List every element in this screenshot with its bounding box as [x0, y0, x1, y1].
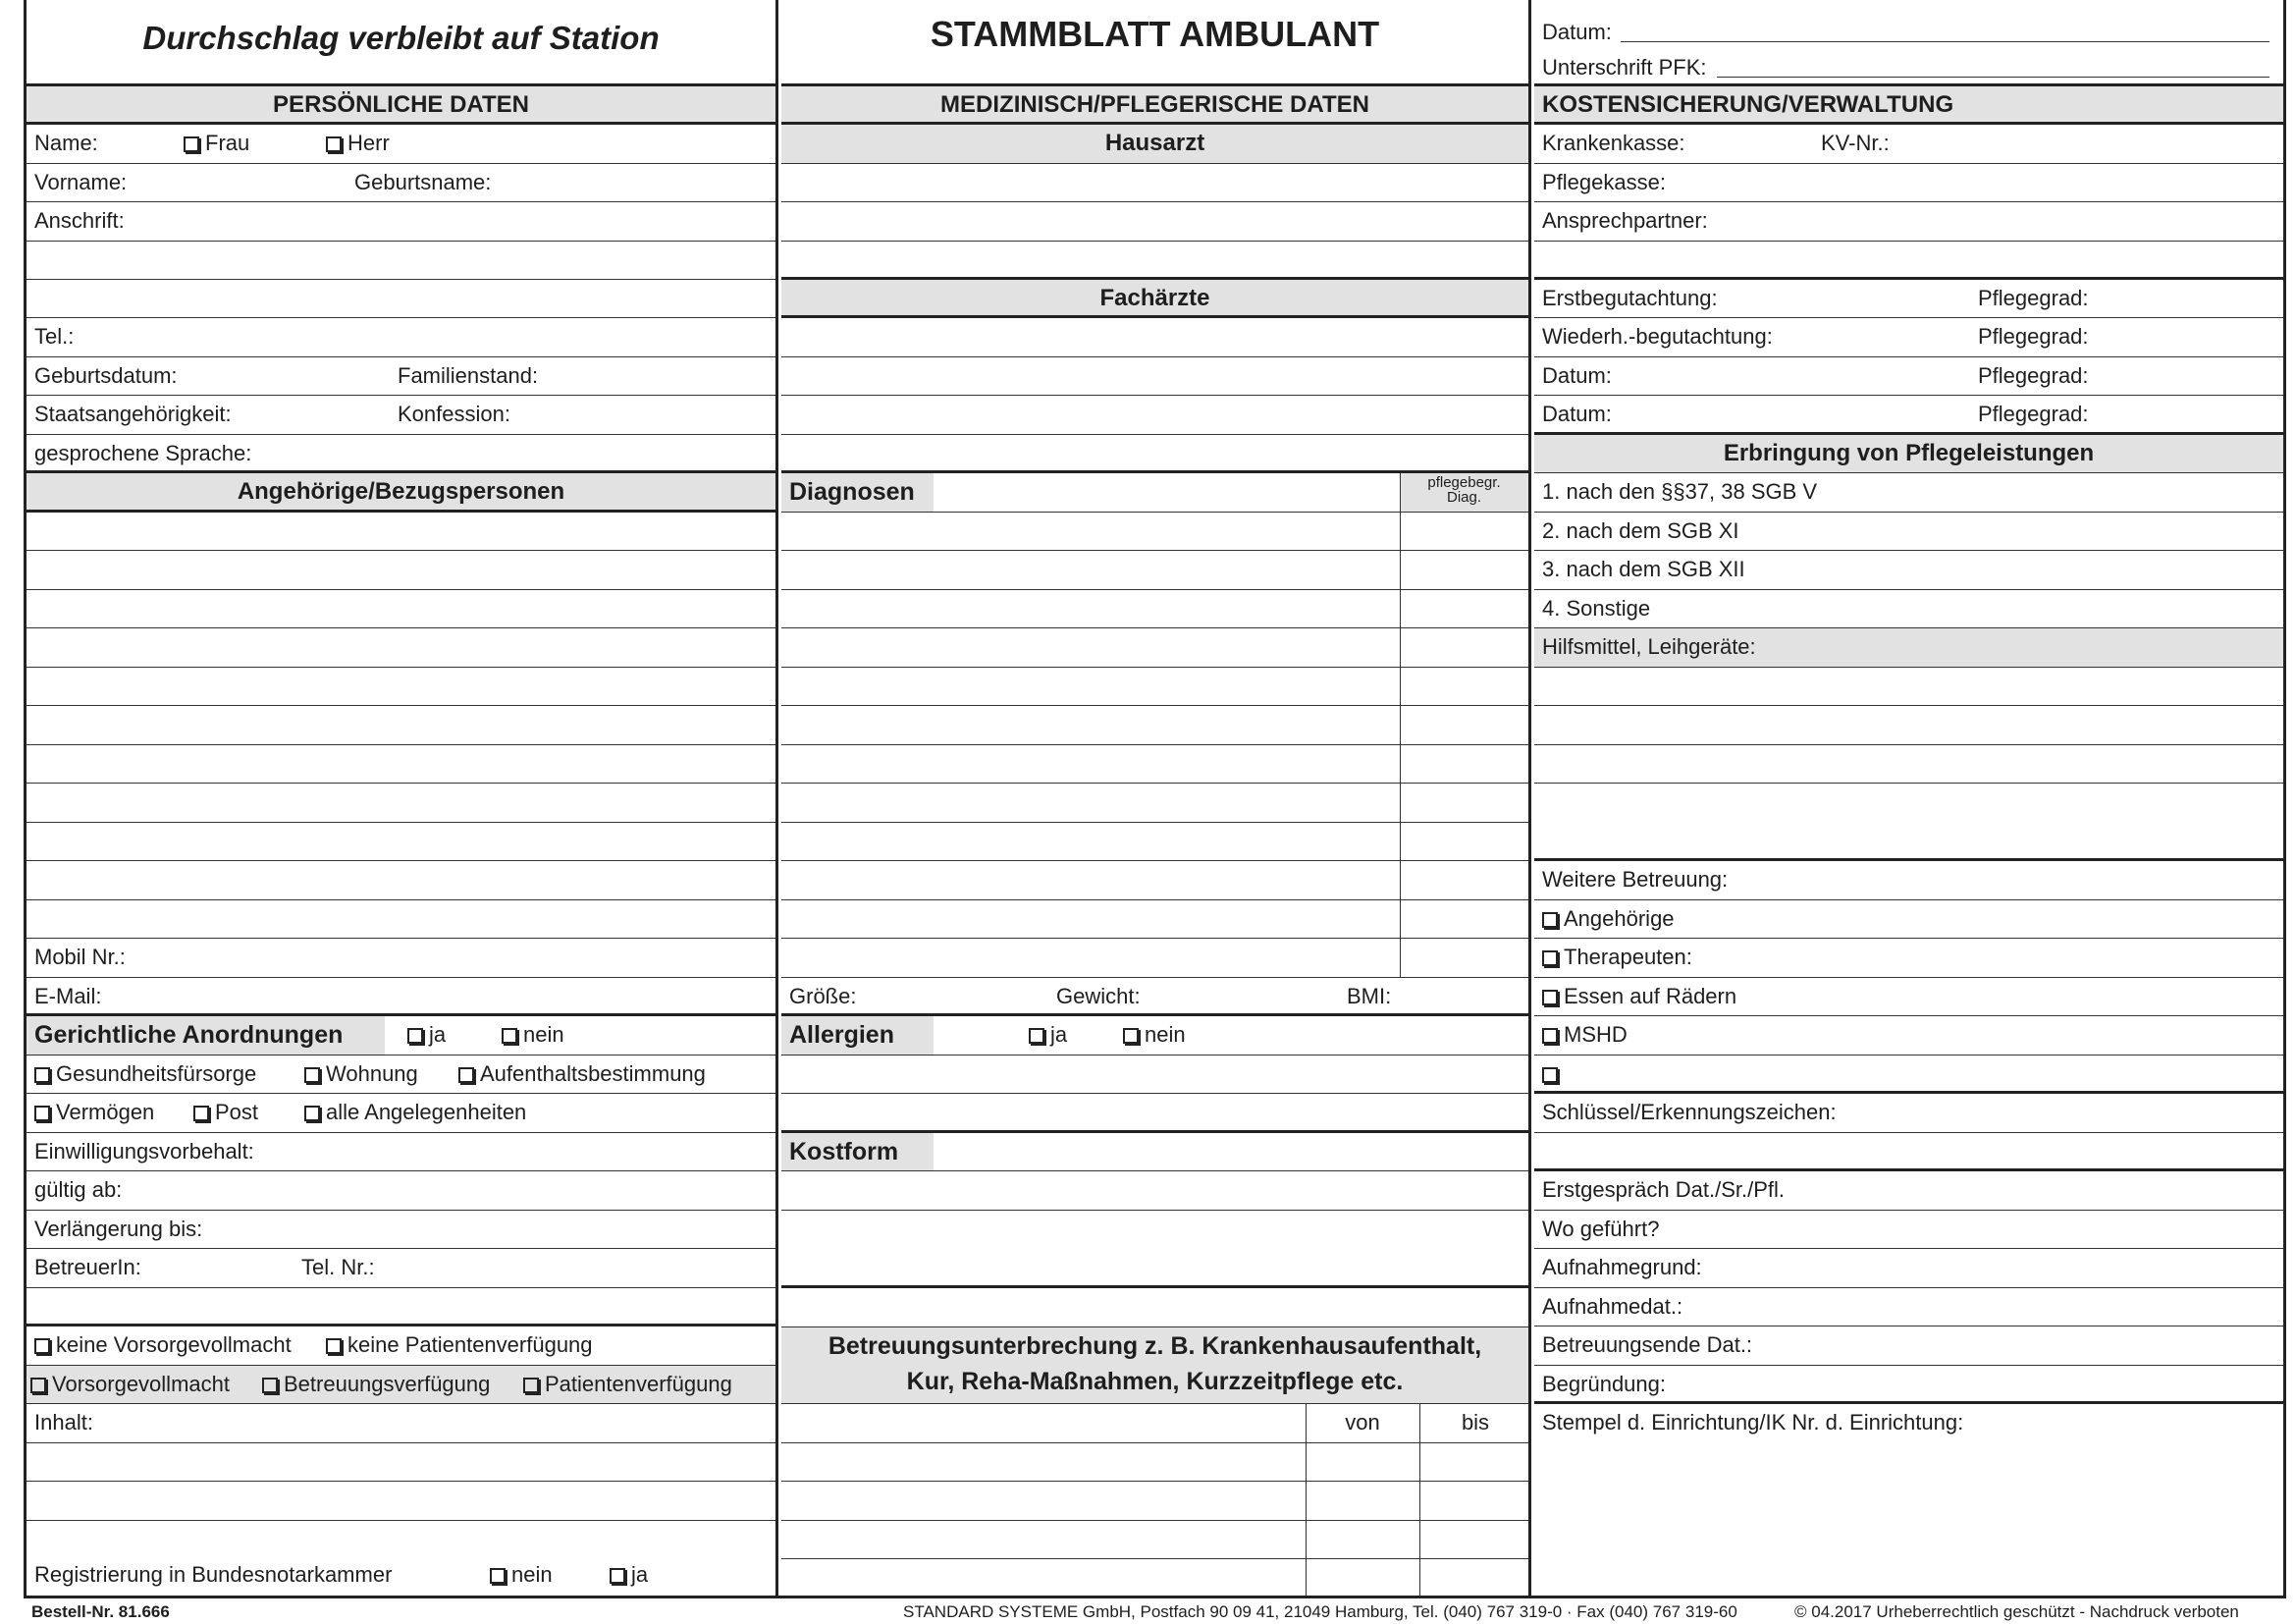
checkbox-wohnung[interactable]: Wohnung: [304, 1056, 418, 1093]
checkbox-allergien-ja[interactable]: ja: [1029, 1016, 1067, 1054]
unterbrechung-table: [781, 1404, 1528, 1596]
row-begruendung[interactable]: Begründung:: [1534, 1366, 2283, 1404]
kostform-title: Kostform: [789, 1138, 899, 1165]
row-angehoerige-10[interactable]: [27, 861, 775, 900]
diagnosen-table: [781, 513, 1528, 978]
row-tel[interactable]: Tel.:: [27, 318, 775, 357]
center-title-cell: [781, 0, 1528, 86]
checkbox-therapeuten[interactable]: Therapeuten:: [1534, 939, 2283, 978]
left-title: Durchschlag verbleibt auf Station: [142, 20, 660, 56]
row-anschrift[interactable]: Anschrift:: [27, 202, 775, 242]
bestell-nr: Bestell-Nr. 81.666: [31, 1602, 170, 1621]
checkbox-herr[interactable]: Herr: [326, 125, 390, 162]
row-hilfsmittel-3[interactable]: [1534, 745, 2283, 784]
row-diagnose[interactable]: [781, 668, 1528, 706]
section-personal-header: PERSÖNLICHE DATEN: [27, 86, 775, 125]
row-hilfsmittel-4[interactable]: [1534, 784, 2283, 861]
row-vorname[interactable]: Vorname: Geburtsname:: [27, 164, 775, 202]
diagnosen-title: Diagnosen: [789, 478, 915, 506]
checkbox-keine-patient[interactable]: keine Patientenverfügung: [326, 1326, 593, 1364]
row-fachaerzte-4[interactable]: [781, 435, 1528, 473]
fachaerzte-header: Fachärzte: [781, 280, 1528, 318]
row-kostform-1[interactable]: [781, 1171, 1528, 1211]
diagnosen-header: [781, 473, 1528, 513]
column-admin: [1534, 0, 2283, 1596]
unterbrechung-header: Betreuungsunterbrechung z. B. Krankenhausaufenthalt, Kur, Reha-Maßnahmen, Kurzzeitpflege etc.: [781, 1326, 1528, 1404]
row-inhalt[interactable]: Inhalt:: [27, 1404, 775, 1443]
erbringung-header: Erbringung von Pflegeleistungen: [1534, 435, 2283, 473]
row-email[interactable]: E-Mail:: [27, 978, 775, 1016]
row-pflegekasse[interactable]: Pflegekasse:: [1534, 164, 2283, 202]
row-vorsorge: [27, 1366, 775, 1404]
row-fachaerzte-1[interactable]: [781, 318, 1528, 357]
row-angehoerige-9[interactable]: [27, 823, 775, 861]
row-angehoerige-3[interactable]: [27, 590, 775, 628]
checkbox-alle[interactable]: alle Angelegenheiten: [304, 1094, 526, 1131]
stempel-area[interactable]: Stempel d. Einrichtung/IK Nr. d. Einrichtung:: [1542, 1410, 1964, 1435]
row-diagnose[interactable]: [781, 900, 1528, 939]
checkbox-frau[interactable]: Frau: [184, 125, 249, 162]
row-betreuer-2[interactable]: [27, 1288, 775, 1326]
row-angehoerige-5[interactable]: [27, 668, 775, 706]
checkbox-mshd[interactable]: MSHD: [1534, 1016, 2283, 1056]
row-weitere: Weitere Betreuung:: [1534, 861, 2283, 900]
firma-info: STANDARD SYSTEME GmbH, Postfach 90 09 41, 21049 Hamburg, Tel. (040) 767 319-0 · Fax (040) 767 319-60: [903, 1602, 1737, 1621]
form-frame: [24, 0, 2286, 1598]
row-diagnose[interactable]: [781, 745, 1528, 784]
row-unterbrechung[interactable]: [781, 1521, 1528, 1559]
row-angehoerige-7[interactable]: [27, 745, 775, 784]
row-diagnose[interactable]: [781, 861, 1528, 900]
row-allergien-1[interactable]: [781, 1056, 1528, 1094]
row-erbringung-2[interactable]: 2. nach dem SGB XI: [1534, 513, 2283, 551]
checkbox-aufenthalt[interactable]: Aufenthaltsbestimmung: [458, 1056, 706, 1093]
row-kostform-2[interactable]: [781, 1211, 1528, 1288]
row-gueltig[interactable]: gültig ab:: [27, 1171, 775, 1211]
pflegebegr-label: pflegebegr. Diag.: [1427, 474, 1501, 506]
row-inhalt-2[interactable]: [27, 1443, 775, 1482]
row-erbringung-4[interactable]: 4. Sonstige: [1534, 590, 2283, 628]
row-unterbrechung[interactable]: [781, 1443, 1528, 1482]
row-hilfsmittel-1[interactable]: [1534, 668, 2283, 706]
row-erstbegutachtung[interactable]: Erstbegutachtung: Pflegegrad:: [1534, 280, 2283, 318]
kostform-header: [781, 1133, 1528, 1171]
row-wo[interactable]: Wo geführt?: [1534, 1211, 2283, 1249]
row-staatsangehoerigkeit[interactable]: Staatsangehörigkeit: Konfession:: [27, 396, 775, 435]
row-erbringung-1[interactable]: 1. nach den §§37, 38 SGB V: [1534, 473, 2283, 513]
checkbox-betreuungsverf[interactable]: Betreuungsverfügung: [262, 1366, 490, 1403]
center-title: STAMMBLATT AMBULANT: [930, 14, 1380, 54]
checkbox-keine-vorsorge[interactable]: keine Vorsorgevollmacht: [34, 1326, 292, 1364]
row-datum-2[interactable]: Datum: Pflegegrad:: [1534, 396, 2283, 435]
row-aufnahmedat[interactable]: Aufnahmedat.:: [1534, 1288, 2283, 1326]
signature-cell: [1534, 0, 2283, 86]
row-angehoerige-11[interactable]: [27, 900, 775, 939]
row-anschrift-3[interactable]: [27, 280, 775, 318]
allergien-title: Allergien: [789, 1021, 894, 1049]
row-krankenkasse[interactable]: Krankenkasse: KV-Nr.:: [1534, 125, 2283, 164]
row-inhalt-3[interactable]: [27, 1482, 775, 1521]
checkbox-gericht-ja[interactable]: ja: [407, 1016, 446, 1054]
copyright: © 04.2017 Urheberrechtlich geschützt - Nachdruck verboten: [1794, 1602, 2239, 1621]
datum-line[interactable]: [1621, 41, 2269, 42]
section-angehoerige-header: Angehörige/Bezugspersonen: [27, 473, 775, 513]
row-unterbrechung[interactable]: [781, 1482, 1528, 1521]
row-hilfsmittel-2[interactable]: [1534, 706, 2283, 745]
row-diagnose[interactable]: [781, 706, 1528, 745]
left-title-cell: [27, 0, 775, 86]
row-fachaerzte-3[interactable]: [781, 396, 1528, 435]
unterschrift-label: Unterschrift PFK:: [1542, 55, 1707, 80]
row-fachaerzte-2[interactable]: [781, 357, 1528, 396]
row-keine-vorsorge: [27, 1326, 775, 1366]
row-unterbrechung[interactable]: [781, 1559, 1528, 1596]
row-diagnose[interactable]: [781, 939, 1528, 978]
checkbox-vermoegen[interactable]: Vermögen: [34, 1094, 154, 1131]
row-betreuer[interactable]: BetreuerIn: Tel. Nr.:: [27, 1249, 775, 1288]
row-hausarzt-3[interactable]: [781, 242, 1528, 280]
checkbox-post[interactable]: Post: [193, 1094, 258, 1131]
row-gericht-options-1: [27, 1056, 775, 1094]
row-schluessel-2[interactable]: [1534, 1133, 2283, 1171]
row-verlaengerung[interactable]: Verlängerung bis:: [27, 1211, 775, 1249]
row-angehoerige-8[interactable]: [27, 784, 775, 823]
datum-label: Datum:: [1542, 20, 1612, 44]
row-ansprechpartner[interactable]: Ansprechpartner:: [1534, 202, 2283, 242]
checkbox-vorsorge[interactable]: Vorsorgevollmacht: [30, 1366, 230, 1403]
row-registrierung: Registrierung in Bundesnotarkammer nein ja: [27, 1521, 775, 1596]
row-angehoerige-6[interactable]: [27, 706, 775, 745]
row-schluessel[interactable]: Schlüssel/Erkennungszeichen:: [1534, 1094, 2283, 1133]
checkbox-essen[interactable]: Essen auf Rädern: [1534, 978, 2283, 1016]
row-aufnahmegrund[interactable]: Aufnahmegrund:: [1534, 1249, 2283, 1288]
row-diagnose[interactable]: [781, 784, 1528, 823]
checkbox-gericht-nein[interactable]: nein: [502, 1016, 564, 1054]
row-angehoerige-4[interactable]: [27, 628, 775, 668]
row-angehoerige-1[interactable]: [27, 513, 775, 551]
row-diagnose[interactable]: [781, 628, 1528, 668]
hausarzt-header: Hausarzt: [781, 125, 1528, 164]
row-datum-1[interactable]: Datum: Pflegegrad:: [1534, 357, 2283, 396]
row-erstgespraech[interactable]: Erstgespräch Dat./Sr./Pfl.: [1534, 1171, 2283, 1211]
checkbox-reg-nein[interactable]: nein: [490, 1556, 553, 1594]
row-betreuungsende[interactable]: Betreuungsende Dat.:: [1534, 1326, 2283, 1366]
row-kostform-3[interactable]: [781, 1288, 1528, 1327]
row-geburtsdatum[interactable]: Geburtsdatum: Familienstand:: [27, 357, 775, 396]
unterbrechung-head-row: von bis: [781, 1404, 1528, 1443]
row-erbringung-3[interactable]: 3. nach dem SGB XII: [1534, 551, 2283, 590]
row-diagnose[interactable]: [781, 513, 1528, 551]
column-medical: [781, 0, 1531, 1596]
row-gericht-header: [27, 1016, 775, 1056]
row-wiederh[interactable]: Wiederh.-begutachtung: Pflegegrad:: [1534, 318, 2283, 357]
row-gericht-options-2: [27, 1094, 775, 1133]
row-allergien-2[interactable]: [781, 1094, 1528, 1133]
section-admin-header: KOSTENSICHERUNG/VERWALTUNG: [1534, 86, 2283, 125]
row-sprache[interactable]: gesprochene Sprache:: [27, 435, 775, 473]
row-name[interactable]: Name: Frau Herr: [27, 125, 775, 164]
column-personal: [27, 0, 778, 1596]
row-hausarzt-1[interactable]: [781, 164, 1528, 202]
hilfsmittel-header: Hilfsmittel, Leihgeräte:: [1534, 628, 2283, 668]
checkbox-angehoerige[interactable]: Angehörige: [1534, 900, 2283, 939]
row-ansprechpartner-2[interactable]: [1534, 242, 2283, 280]
gericht-title: Gerichtliche Anordnungen: [34, 1021, 344, 1049]
unterschrift-line[interactable]: [1717, 77, 2269, 78]
row-hausarzt-2[interactable]: [781, 202, 1528, 242]
row-diagnose[interactable]: [781, 551, 1528, 590]
row-diagnose[interactable]: [781, 590, 1528, 628]
row-groesse[interactable]: Größe: Gewicht: BMI:: [781, 978, 1528, 1016]
checkbox-reg-ja[interactable]: ja: [610, 1556, 648, 1594]
checkbox-allergien-nein[interactable]: nein: [1123, 1016, 1186, 1054]
checkbox-sonstige[interactable]: [1534, 1056, 2283, 1094]
row-anschrift-2[interactable]: [27, 242, 775, 280]
row-einwilligung[interactable]: Einwilligungsvorbehalt:: [27, 1133, 775, 1171]
row-mobil[interactable]: Mobil Nr.:: [27, 939, 775, 978]
row-diagnose[interactable]: [781, 823, 1528, 861]
checkbox-gesundheit[interactable]: Gesundheitsfürsorge: [34, 1056, 256, 1093]
allergien-header: [781, 1016, 1528, 1056]
row-angehoerige-2[interactable]: [27, 551, 775, 590]
section-medical-header: MEDIZINISCH/PFLEGERISCHE DATEN: [781, 86, 1528, 125]
checkbox-patientenverf[interactable]: Patientenverfügung: [523, 1366, 732, 1403]
